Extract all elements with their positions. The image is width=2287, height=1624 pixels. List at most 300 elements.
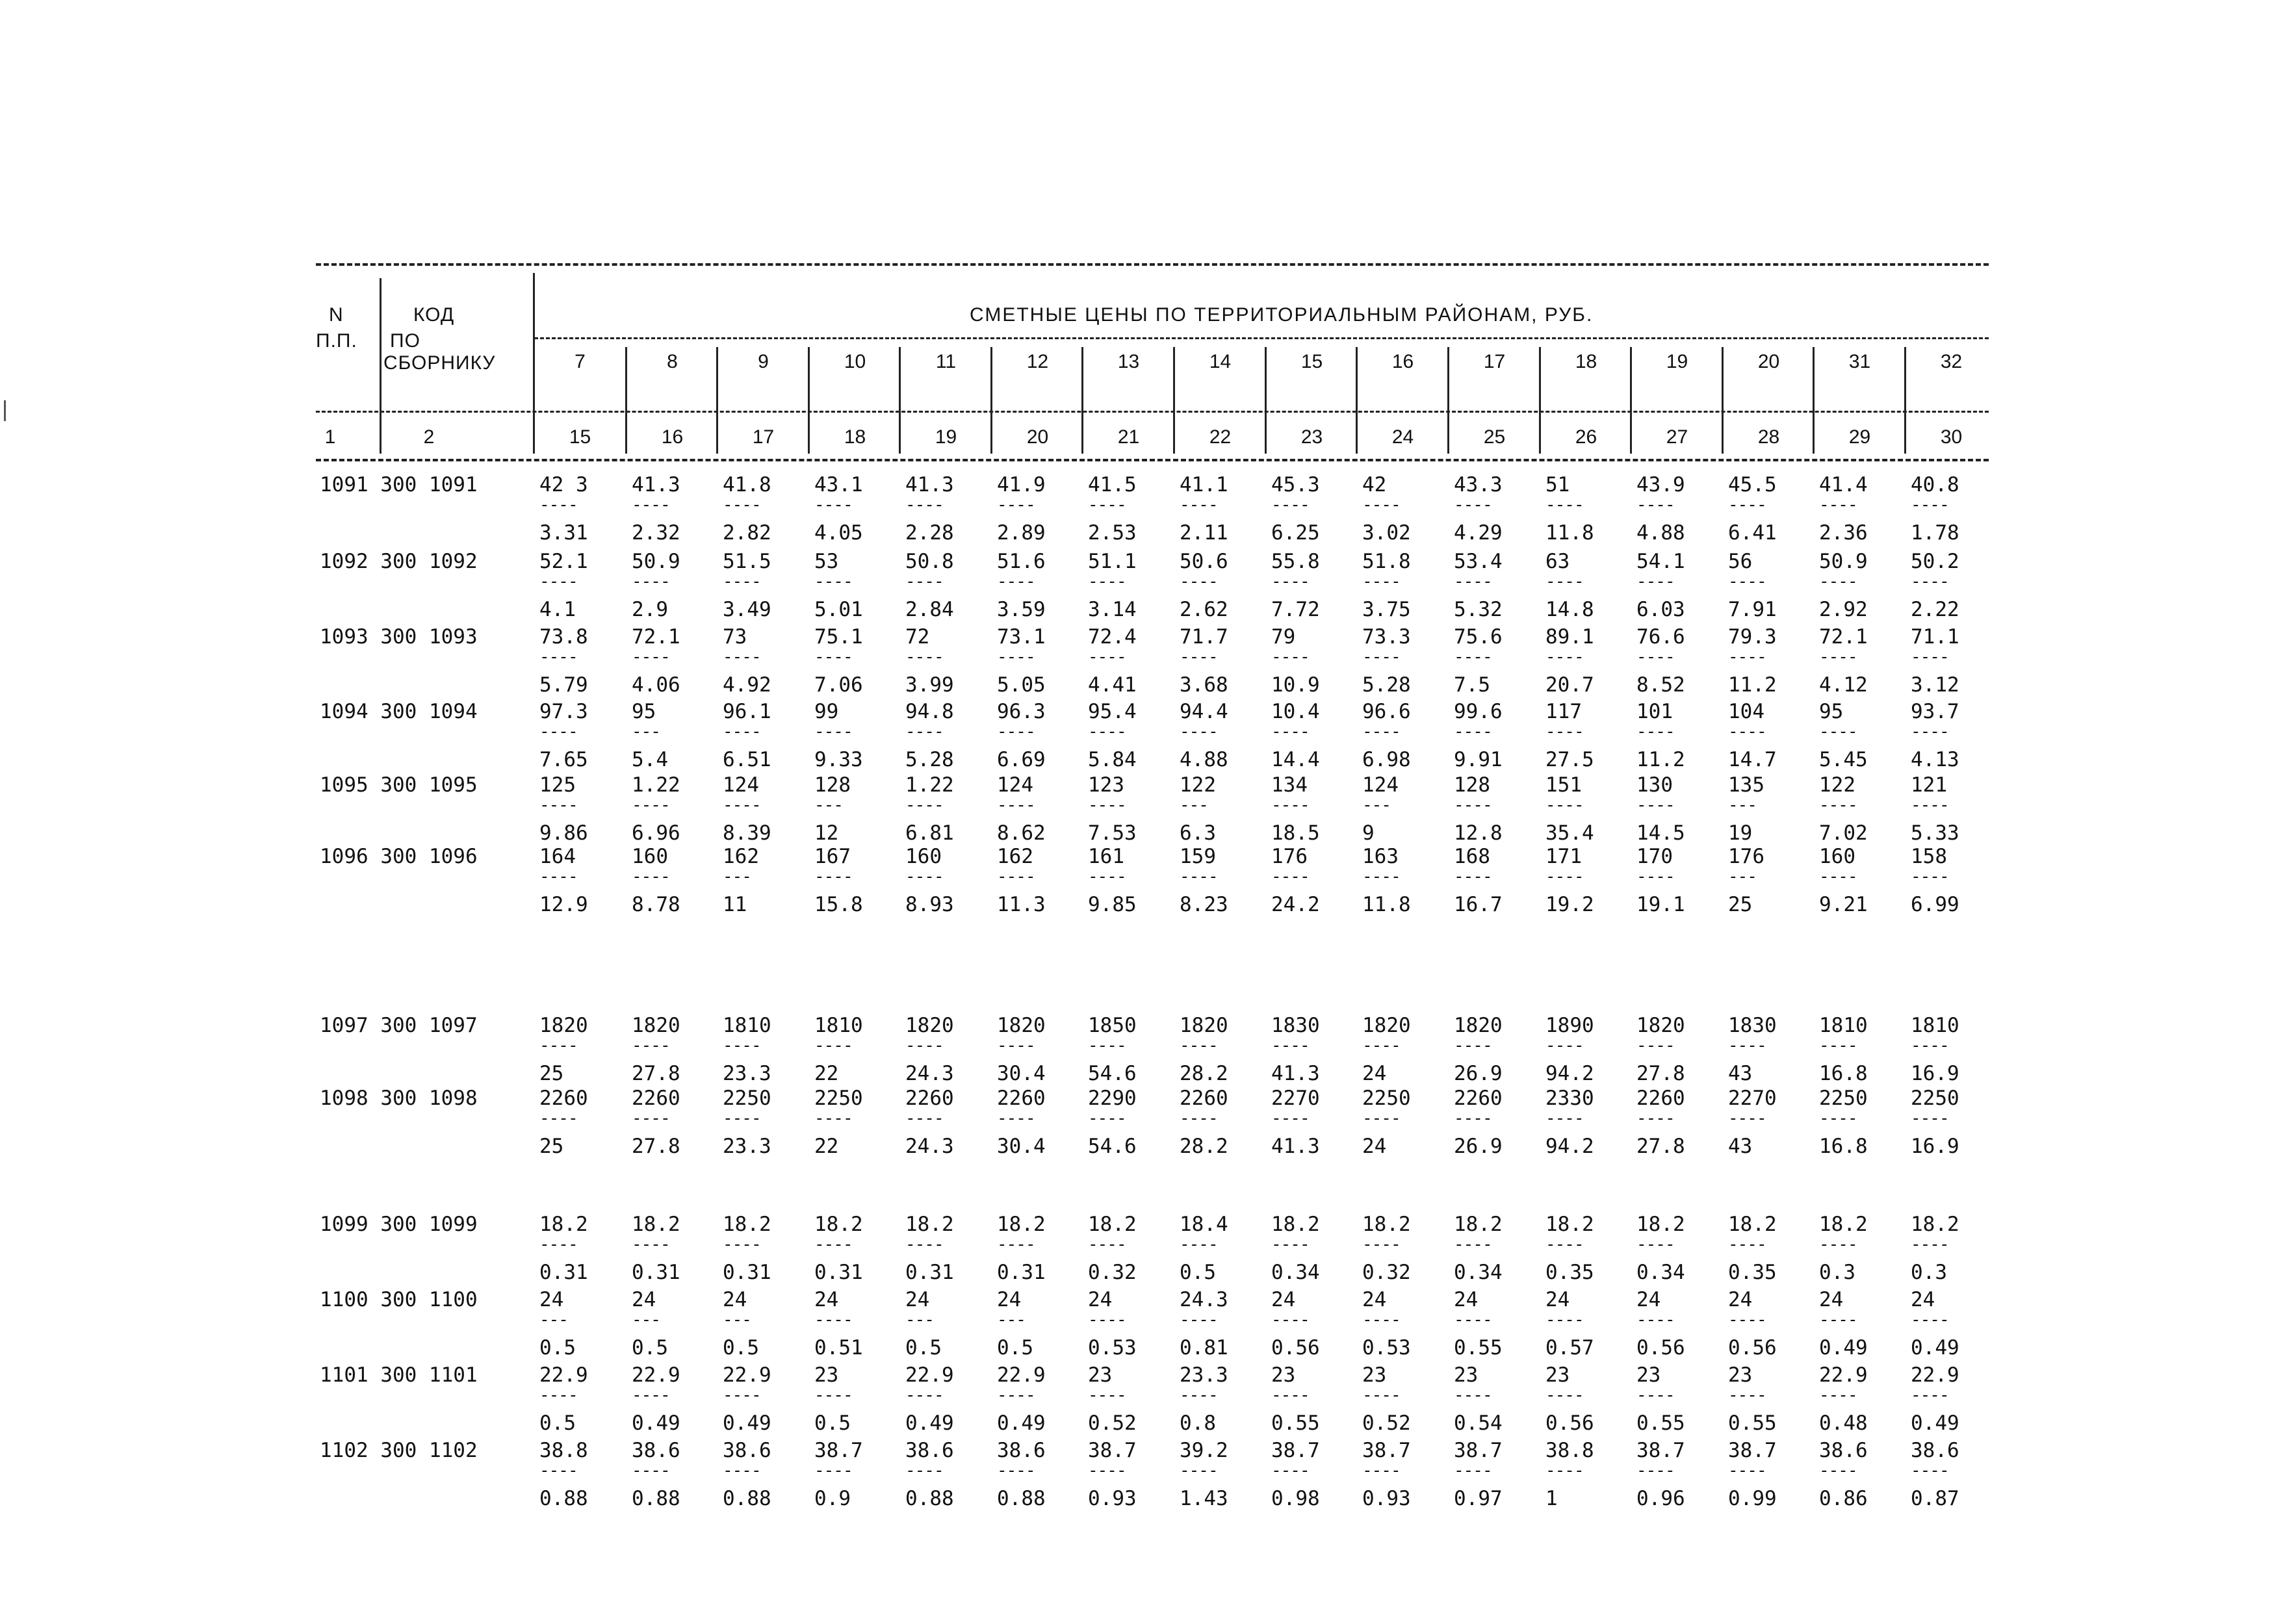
price-value: 160 bbox=[1819, 845, 1855, 868]
fraction-rule: ---- bbox=[1271, 1310, 1310, 1330]
price-value-lower: 0.31 bbox=[997, 1261, 1046, 1284]
price-value: 23 bbox=[1728, 1363, 1753, 1387]
fraction-rule: ---- bbox=[539, 495, 578, 515]
price-value-lower: 22 bbox=[814, 1062, 839, 1085]
price-value-lower: 4.88 bbox=[1180, 748, 1228, 771]
price-value: 22.9 bbox=[723, 1363, 771, 1387]
price-value-lower: 0.31 bbox=[632, 1261, 680, 1284]
fraction-rule: ---- bbox=[814, 647, 853, 667]
price-value: 50.8 bbox=[905, 550, 954, 573]
fraction-rule: ---- bbox=[632, 1461, 670, 1480]
fraction-rule: ---- bbox=[905, 647, 944, 667]
price-value: 96.1 bbox=[723, 700, 771, 723]
price-value-lower: 4.41 bbox=[1088, 673, 1137, 697]
price-value: 18.2 bbox=[1728, 1213, 1777, 1236]
price-value: 24 bbox=[905, 1288, 930, 1311]
price-value: 18.2 bbox=[1819, 1213, 1868, 1236]
price-value: 1820 bbox=[905, 1014, 954, 1037]
fraction-rule: ---- bbox=[1636, 795, 1675, 815]
price-value: 18.2 bbox=[814, 1213, 863, 1236]
fraction-rule: ---- bbox=[905, 572, 944, 591]
price-value-lower: 4.12 bbox=[1819, 673, 1868, 697]
price-value: 73 bbox=[723, 625, 747, 649]
fraction-rule: ---- bbox=[632, 795, 670, 815]
fraction-rule: --- bbox=[814, 795, 843, 815]
price-value: 125 bbox=[539, 773, 576, 797]
price-value-lower: 0.5 bbox=[539, 1336, 576, 1360]
price-value-lower: 4.05 bbox=[814, 521, 863, 545]
price-value: 122 bbox=[1180, 773, 1216, 797]
price-value: 23 bbox=[1088, 1363, 1113, 1387]
region-header-17: 17 bbox=[1483, 351, 1506, 372]
region-col-vsep bbox=[1904, 347, 1906, 454]
price-value: 1850 bbox=[1088, 1014, 1137, 1037]
fraction-rule: ---- bbox=[1180, 1310, 1218, 1330]
fraction-rule: ---- bbox=[1911, 1109, 1949, 1128]
fraction-rule: ---- bbox=[1545, 495, 1584, 515]
price-value: 1810 bbox=[1911, 1014, 1959, 1037]
region-header-12: 12 bbox=[1026, 351, 1049, 372]
fraction-rule: ---- bbox=[1636, 647, 1675, 667]
price-value: 24 bbox=[1911, 1288, 1935, 1311]
price-value: 38.8 bbox=[1545, 1439, 1594, 1462]
price-value: 159 bbox=[1180, 845, 1216, 868]
fraction-rule: ---- bbox=[1636, 1386, 1675, 1405]
price-value: 18.4 bbox=[1180, 1213, 1228, 1236]
fraction-rule: ---- bbox=[1636, 1235, 1675, 1254]
region-col-vsep bbox=[1447, 347, 1449, 454]
price-value: 79.3 bbox=[1728, 625, 1777, 649]
fraction-rule: ---- bbox=[1636, 722, 1675, 741]
price-value: 104 bbox=[1728, 700, 1764, 723]
fraction-rule: ---- bbox=[1454, 867, 1492, 886]
fraction-rule: ---- bbox=[723, 722, 761, 741]
fraction-rule: ---- bbox=[1180, 1235, 1218, 1254]
price-value-lower: 28.2 bbox=[1180, 1135, 1228, 1158]
price-value-lower: 0.55 bbox=[1728, 1411, 1777, 1435]
fraction-rule: ---- bbox=[1362, 495, 1401, 515]
price-value-lower: 23.3 bbox=[723, 1062, 771, 1085]
price-value: 1810 bbox=[814, 1014, 863, 1037]
price-value-lower: 0.88 bbox=[997, 1487, 1046, 1510]
row-code-label: 1094 300 1094 bbox=[320, 700, 478, 723]
price-value-lower: 0.5 bbox=[905, 1336, 942, 1360]
price-value-lower: 25 bbox=[539, 1062, 564, 1085]
fraction-rule: ---- bbox=[1545, 572, 1584, 591]
table-top-rule bbox=[316, 263, 1989, 266]
price-value: 162 bbox=[723, 845, 759, 868]
price-value: 164 bbox=[539, 845, 576, 868]
colnum-23: 23 bbox=[1300, 426, 1323, 448]
fraction-rule: ---- bbox=[1271, 867, 1310, 886]
fraction-rule: ---- bbox=[1911, 867, 1949, 886]
price-value-lower: 3.12 bbox=[1911, 673, 1959, 697]
price-value-lower: 0.98 bbox=[1271, 1487, 1320, 1510]
colnum-25: 25 bbox=[1483, 426, 1506, 448]
fraction-rule: ---- bbox=[1088, 722, 1126, 741]
price-value-lower: 7.65 bbox=[539, 748, 588, 771]
price-value-lower: 16.7 bbox=[1454, 893, 1503, 916]
fraction-rule: ---- bbox=[1819, 1386, 1857, 1405]
fraction-rule: --- bbox=[539, 1310, 568, 1330]
fraction-rule: ---- bbox=[632, 647, 670, 667]
fraction-rule: ---- bbox=[1911, 1036, 1949, 1055]
region-title-rule bbox=[534, 337, 1989, 339]
fraction-rule: ---- bbox=[1819, 1036, 1857, 1055]
region-header-13: 13 bbox=[1117, 351, 1140, 372]
fraction-rule: ---- bbox=[1545, 1461, 1584, 1480]
price-value: 128 bbox=[1454, 773, 1490, 797]
price-value: 2290 bbox=[1088, 1087, 1137, 1110]
fraction-rule: ---- bbox=[1088, 1310, 1126, 1330]
fraction-rule: ---- bbox=[997, 1461, 1035, 1480]
price-value-lower: 7.5 bbox=[1454, 673, 1490, 697]
fraction-rule: ---- bbox=[632, 1036, 670, 1055]
colnum-17: 17 bbox=[752, 426, 775, 448]
fraction-rule: ---- bbox=[723, 795, 761, 815]
fraction-rule: ---- bbox=[1454, 1235, 1492, 1254]
price-value-lower: 1.43 bbox=[1180, 1487, 1228, 1510]
price-value-lower: 24 bbox=[1362, 1135, 1387, 1158]
price-value-lower: 0.31 bbox=[723, 1261, 771, 1284]
price-value-lower: 2.62 bbox=[1180, 598, 1228, 621]
price-value-lower: 9.85 bbox=[1088, 893, 1137, 916]
price-value: 161 bbox=[1088, 845, 1124, 868]
region-col-vsep bbox=[716, 347, 718, 454]
price-value: 18.2 bbox=[997, 1213, 1046, 1236]
fraction-rule: ---- bbox=[1545, 1386, 1584, 1405]
fraction-rule: --- bbox=[1728, 867, 1757, 886]
price-value: 53 bbox=[814, 550, 839, 573]
fraction-rule: ---- bbox=[1454, 795, 1492, 815]
price-value: 171 bbox=[1545, 845, 1582, 868]
price-value: 123 bbox=[1088, 773, 1124, 797]
fraction-rule: ---- bbox=[1088, 572, 1126, 591]
price-value-lower: 11.2 bbox=[1728, 673, 1777, 697]
fraction-rule: ---- bbox=[723, 495, 761, 515]
price-value-lower: 0.34 bbox=[1636, 1261, 1685, 1284]
fraction-rule: ---- bbox=[1728, 1310, 1766, 1330]
price-value-lower: 27.5 bbox=[1545, 748, 1594, 771]
price-value: 1810 bbox=[723, 1014, 771, 1037]
price-value-lower: 0.88 bbox=[539, 1487, 588, 1510]
price-value-lower: 8.93 bbox=[905, 893, 954, 916]
price-value: 24.3 bbox=[1180, 1288, 1228, 1311]
fraction-rule: ---- bbox=[1636, 867, 1675, 886]
price-value-lower: 0.5 bbox=[632, 1336, 668, 1360]
price-value: 51.1 bbox=[1088, 550, 1137, 573]
fraction-rule: ---- bbox=[1911, 1386, 1949, 1405]
fraction-rule: ---- bbox=[1819, 722, 1857, 741]
price-value: 41.4 bbox=[1819, 473, 1868, 496]
price-value: 45.5 bbox=[1728, 473, 1777, 496]
fraction-rule: ---- bbox=[1088, 795, 1126, 815]
price-value-lower: 0.52 bbox=[1362, 1411, 1411, 1435]
fraction-rule: ---- bbox=[1636, 495, 1675, 515]
price-value-lower: 0.56 bbox=[1728, 1336, 1777, 1360]
fraction-rule: ---- bbox=[1271, 1036, 1310, 1055]
price-value: 50.2 bbox=[1911, 550, 1959, 573]
price-value-lower: 1 bbox=[1545, 1487, 1558, 1510]
price-value-lower: 0.53 bbox=[1088, 1336, 1137, 1360]
price-value: 18.2 bbox=[1636, 1213, 1685, 1236]
fraction-rule: ---- bbox=[1180, 722, 1218, 741]
price-value: 24 bbox=[1088, 1288, 1113, 1311]
price-value-lower: 2.9 bbox=[632, 598, 668, 621]
fraction-rule: ---- bbox=[1088, 1036, 1126, 1055]
price-value: 121 bbox=[1911, 773, 1947, 797]
price-value-lower: 41.3 bbox=[1271, 1135, 1320, 1158]
fraction-rule: ---- bbox=[1728, 722, 1766, 741]
price-value: 38.6 bbox=[905, 1439, 954, 1462]
header-bottom-rule bbox=[316, 459, 1989, 461]
fraction-rule: ---- bbox=[1454, 1461, 1492, 1480]
price-value-lower: 5.84 bbox=[1088, 748, 1137, 771]
price-value-lower: 0.55 bbox=[1271, 1411, 1320, 1435]
price-value: 24 bbox=[1454, 1288, 1479, 1311]
price-value: 38.6 bbox=[723, 1439, 771, 1462]
price-value-lower: 8.78 bbox=[632, 893, 680, 916]
price-value: 24 bbox=[1271, 1288, 1296, 1311]
price-value: 1820 bbox=[1636, 1014, 1685, 1037]
fraction-rule: ---- bbox=[1180, 1109, 1218, 1128]
price-value-lower: 0.57 bbox=[1545, 1336, 1594, 1360]
fraction-rule: ---- bbox=[723, 1109, 761, 1128]
price-value: 97.3 bbox=[539, 700, 588, 723]
price-value-lower: 4.29 bbox=[1454, 521, 1503, 545]
price-value: 130 bbox=[1636, 773, 1673, 797]
price-value-lower: 0.49 bbox=[997, 1411, 1046, 1435]
price-value-lower: 54.6 bbox=[1088, 1062, 1137, 1085]
region-header-19: 19 bbox=[1666, 351, 1688, 372]
price-value: 50.9 bbox=[632, 550, 680, 573]
fraction-rule: ---- bbox=[1180, 495, 1218, 515]
price-value-lower: 18.5 bbox=[1271, 821, 1320, 845]
fraction-rule: --- bbox=[632, 1310, 660, 1330]
region-col-vsep bbox=[1630, 347, 1632, 454]
price-value-lower: 0.56 bbox=[1636, 1336, 1685, 1360]
price-value: 51.8 bbox=[1362, 550, 1411, 573]
price-value-lower: 2.92 bbox=[1819, 598, 1868, 621]
price-value: 71.7 bbox=[1180, 625, 1228, 649]
fraction-rule: ---- bbox=[1819, 1461, 1857, 1480]
price-value: 52.1 bbox=[539, 550, 588, 573]
price-value: 18.2 bbox=[1454, 1213, 1503, 1236]
colnum-1: 1 bbox=[324, 426, 336, 448]
price-value-lower: 12 bbox=[814, 821, 839, 845]
price-value-lower: 0.55 bbox=[1454, 1336, 1503, 1360]
fraction-rule: ---- bbox=[539, 572, 578, 591]
price-value: 72.4 bbox=[1088, 625, 1137, 649]
price-value-lower: 6.25 bbox=[1271, 521, 1320, 545]
fraction-rule: ---- bbox=[905, 1235, 944, 1254]
fraction-rule: ---- bbox=[997, 1386, 1035, 1405]
fraction-rule: ---- bbox=[1911, 647, 1949, 667]
price-value-lower: 7.02 bbox=[1819, 821, 1868, 845]
price-value: 1.22 bbox=[905, 773, 954, 797]
colnum-15: 15 bbox=[569, 426, 591, 448]
fraction-rule: ---- bbox=[814, 1310, 853, 1330]
region-header-9: 9 bbox=[758, 351, 769, 372]
region-col-vsep bbox=[1356, 347, 1358, 454]
price-value-lower: 24.3 bbox=[905, 1062, 954, 1085]
price-value: 18.2 bbox=[1271, 1213, 1320, 1236]
colnum-27: 27 bbox=[1666, 426, 1688, 448]
price-value: 72 bbox=[905, 625, 930, 649]
price-value-lower: 14.7 bbox=[1728, 748, 1777, 771]
price-value-lower: 8.23 bbox=[1180, 893, 1228, 916]
scan-artifact-mark bbox=[4, 400, 6, 421]
price-value: 73.1 bbox=[997, 625, 1046, 649]
fraction-rule: ---- bbox=[1271, 647, 1310, 667]
price-value-lower: 0.9 bbox=[814, 1487, 851, 1510]
col-code-label-1: КОД bbox=[413, 304, 455, 326]
fraction-rule: ---- bbox=[905, 722, 944, 741]
price-value: 55.8 bbox=[1271, 550, 1320, 573]
price-value: 43.3 bbox=[1454, 473, 1503, 496]
price-value-lower: 0.49 bbox=[1911, 1336, 1959, 1360]
price-value: 38.6 bbox=[1819, 1439, 1868, 1462]
price-value-lower: 9.33 bbox=[814, 748, 863, 771]
price-value-lower: 0.53 bbox=[1362, 1336, 1411, 1360]
region-header-16: 16 bbox=[1391, 351, 1414, 372]
price-value-lower: 0.88 bbox=[723, 1487, 771, 1510]
price-value: 94.8 bbox=[905, 700, 954, 723]
price-value: 1.22 bbox=[632, 773, 680, 797]
fraction-rule: ---- bbox=[1545, 795, 1584, 815]
price-value-lower: 14.5 bbox=[1636, 821, 1685, 845]
price-value-lower: 5.28 bbox=[905, 748, 954, 771]
price-value: 23 bbox=[1636, 1363, 1661, 1387]
price-value-lower: 16.9 bbox=[1911, 1062, 1959, 1085]
price-value-lower: 0.54 bbox=[1454, 1411, 1503, 1435]
price-value: 24 bbox=[632, 1288, 656, 1311]
price-value: 99.6 bbox=[1454, 700, 1503, 723]
price-value-lower: 19.1 bbox=[1636, 893, 1685, 916]
price-value: 151 bbox=[1545, 773, 1582, 797]
fraction-rule: ---- bbox=[1362, 647, 1401, 667]
price-value-lower: 0.81 bbox=[1180, 1336, 1228, 1360]
fraction-rule: ---- bbox=[1819, 495, 1857, 515]
price-value: 23 bbox=[1362, 1363, 1387, 1387]
price-value-lower: 0.34 bbox=[1271, 1261, 1320, 1284]
fraction-rule: ---- bbox=[1271, 1109, 1310, 1128]
price-value-lower: 30.4 bbox=[997, 1135, 1046, 1158]
price-value: 122 bbox=[1819, 773, 1855, 797]
region-col-vsep bbox=[1722, 347, 1724, 454]
fraction-rule: ---- bbox=[1180, 1461, 1218, 1480]
price-value-lower: 0.34 bbox=[1454, 1261, 1503, 1284]
fraction-rule: ---- bbox=[1728, 572, 1766, 591]
price-value: 72.1 bbox=[632, 625, 680, 649]
price-value-lower: 94.2 bbox=[1545, 1135, 1594, 1158]
fraction-rule: ---- bbox=[1088, 1235, 1126, 1254]
fraction-rule: ---- bbox=[997, 572, 1035, 591]
fraction-rule: ---- bbox=[539, 1235, 578, 1254]
price-value: 1830 bbox=[1728, 1014, 1777, 1037]
price-value-lower: 0.93 bbox=[1362, 1487, 1411, 1510]
price-value: 38.6 bbox=[632, 1439, 680, 1462]
price-value: 22.9 bbox=[1819, 1363, 1868, 1387]
price-value-lower: 3.49 bbox=[723, 598, 771, 621]
price-value-lower: 15.8 bbox=[814, 893, 863, 916]
price-value-lower: 27.8 bbox=[632, 1062, 680, 1085]
fraction-rule: ---- bbox=[1362, 1461, 1401, 1480]
fraction-rule: ---- bbox=[1088, 647, 1126, 667]
price-value: 40.8 bbox=[1911, 473, 1959, 496]
price-value: 93.7 bbox=[1911, 700, 1959, 723]
price-value: 18.2 bbox=[1088, 1213, 1137, 1236]
price-value-lower: 3.59 bbox=[997, 598, 1046, 621]
fraction-rule: ---- bbox=[539, 1109, 578, 1128]
price-value: 2250 bbox=[1362, 1087, 1411, 1110]
price-value-lower: 12.8 bbox=[1454, 821, 1503, 845]
price-value-lower: 43 bbox=[1728, 1062, 1753, 1085]
region-col-vsep bbox=[625, 347, 627, 454]
price-value-lower: 11.8 bbox=[1545, 521, 1594, 545]
price-value: 2270 bbox=[1271, 1087, 1320, 1110]
price-value-lower: 2.22 bbox=[1911, 598, 1959, 621]
price-value-lower: 27.8 bbox=[1636, 1062, 1685, 1085]
price-value: 41.3 bbox=[905, 473, 954, 496]
price-value: 41.9 bbox=[997, 473, 1046, 496]
region-col-vsep bbox=[1813, 347, 1815, 454]
region-col-vsep bbox=[808, 347, 810, 454]
fraction-rule: ---- bbox=[1271, 1386, 1310, 1405]
price-value: 23.3 bbox=[1180, 1363, 1228, 1387]
price-value-lower: 24.3 bbox=[905, 1135, 954, 1158]
price-value: 23 bbox=[1454, 1363, 1479, 1387]
fraction-rule: ---- bbox=[1545, 1036, 1584, 1055]
price-value: 41.8 bbox=[723, 473, 771, 496]
price-value: 163 bbox=[1362, 845, 1399, 868]
row-code-label: 1097 300 1097 bbox=[320, 1014, 478, 1037]
fraction-rule: ---- bbox=[539, 1386, 578, 1405]
region-header-18: 18 bbox=[1575, 351, 1597, 372]
fraction-rule: ---- bbox=[1088, 1461, 1126, 1480]
price-value: 160 bbox=[632, 845, 668, 868]
price-value: 2330 bbox=[1545, 1087, 1594, 1110]
price-value-lower: 0.3 bbox=[1819, 1261, 1855, 1284]
fraction-rule: ---- bbox=[1819, 1235, 1857, 1254]
price-value: 24 bbox=[1636, 1288, 1661, 1311]
price-value-lower: 0.5 bbox=[997, 1336, 1033, 1360]
fraction-rule: ---- bbox=[1180, 647, 1218, 667]
price-value-lower: 26.9 bbox=[1454, 1062, 1503, 1085]
price-value-lower: 24.2 bbox=[1271, 893, 1320, 916]
price-value: 22.9 bbox=[905, 1363, 954, 1387]
price-value-lower: 27.8 bbox=[632, 1135, 680, 1158]
fraction-rule: ---- bbox=[1271, 1461, 1310, 1480]
price-value-lower: 2.36 bbox=[1819, 521, 1868, 545]
price-value: 38.7 bbox=[1271, 1439, 1320, 1462]
price-value-lower: 6.99 bbox=[1911, 893, 1959, 916]
price-value-lower: 19 bbox=[1728, 821, 1753, 845]
col-code-label-2: ПО bbox=[390, 330, 420, 352]
price-value: 96.6 bbox=[1362, 700, 1411, 723]
price-value: 128 bbox=[814, 773, 851, 797]
price-value: 124 bbox=[1362, 773, 1399, 797]
fraction-rule: ---- bbox=[1454, 572, 1492, 591]
price-value: 1820 bbox=[997, 1014, 1046, 1037]
price-value: 1830 bbox=[1271, 1014, 1320, 1037]
price-value: 99 bbox=[814, 700, 839, 723]
fraction-rule: --- bbox=[1180, 795, 1208, 815]
price-value: 135 bbox=[1728, 773, 1764, 797]
fraction-rule: ---- bbox=[814, 867, 853, 886]
row-code-label: 1099 300 1099 bbox=[320, 1213, 478, 1236]
price-value-lower: 0.49 bbox=[1911, 1411, 1959, 1435]
